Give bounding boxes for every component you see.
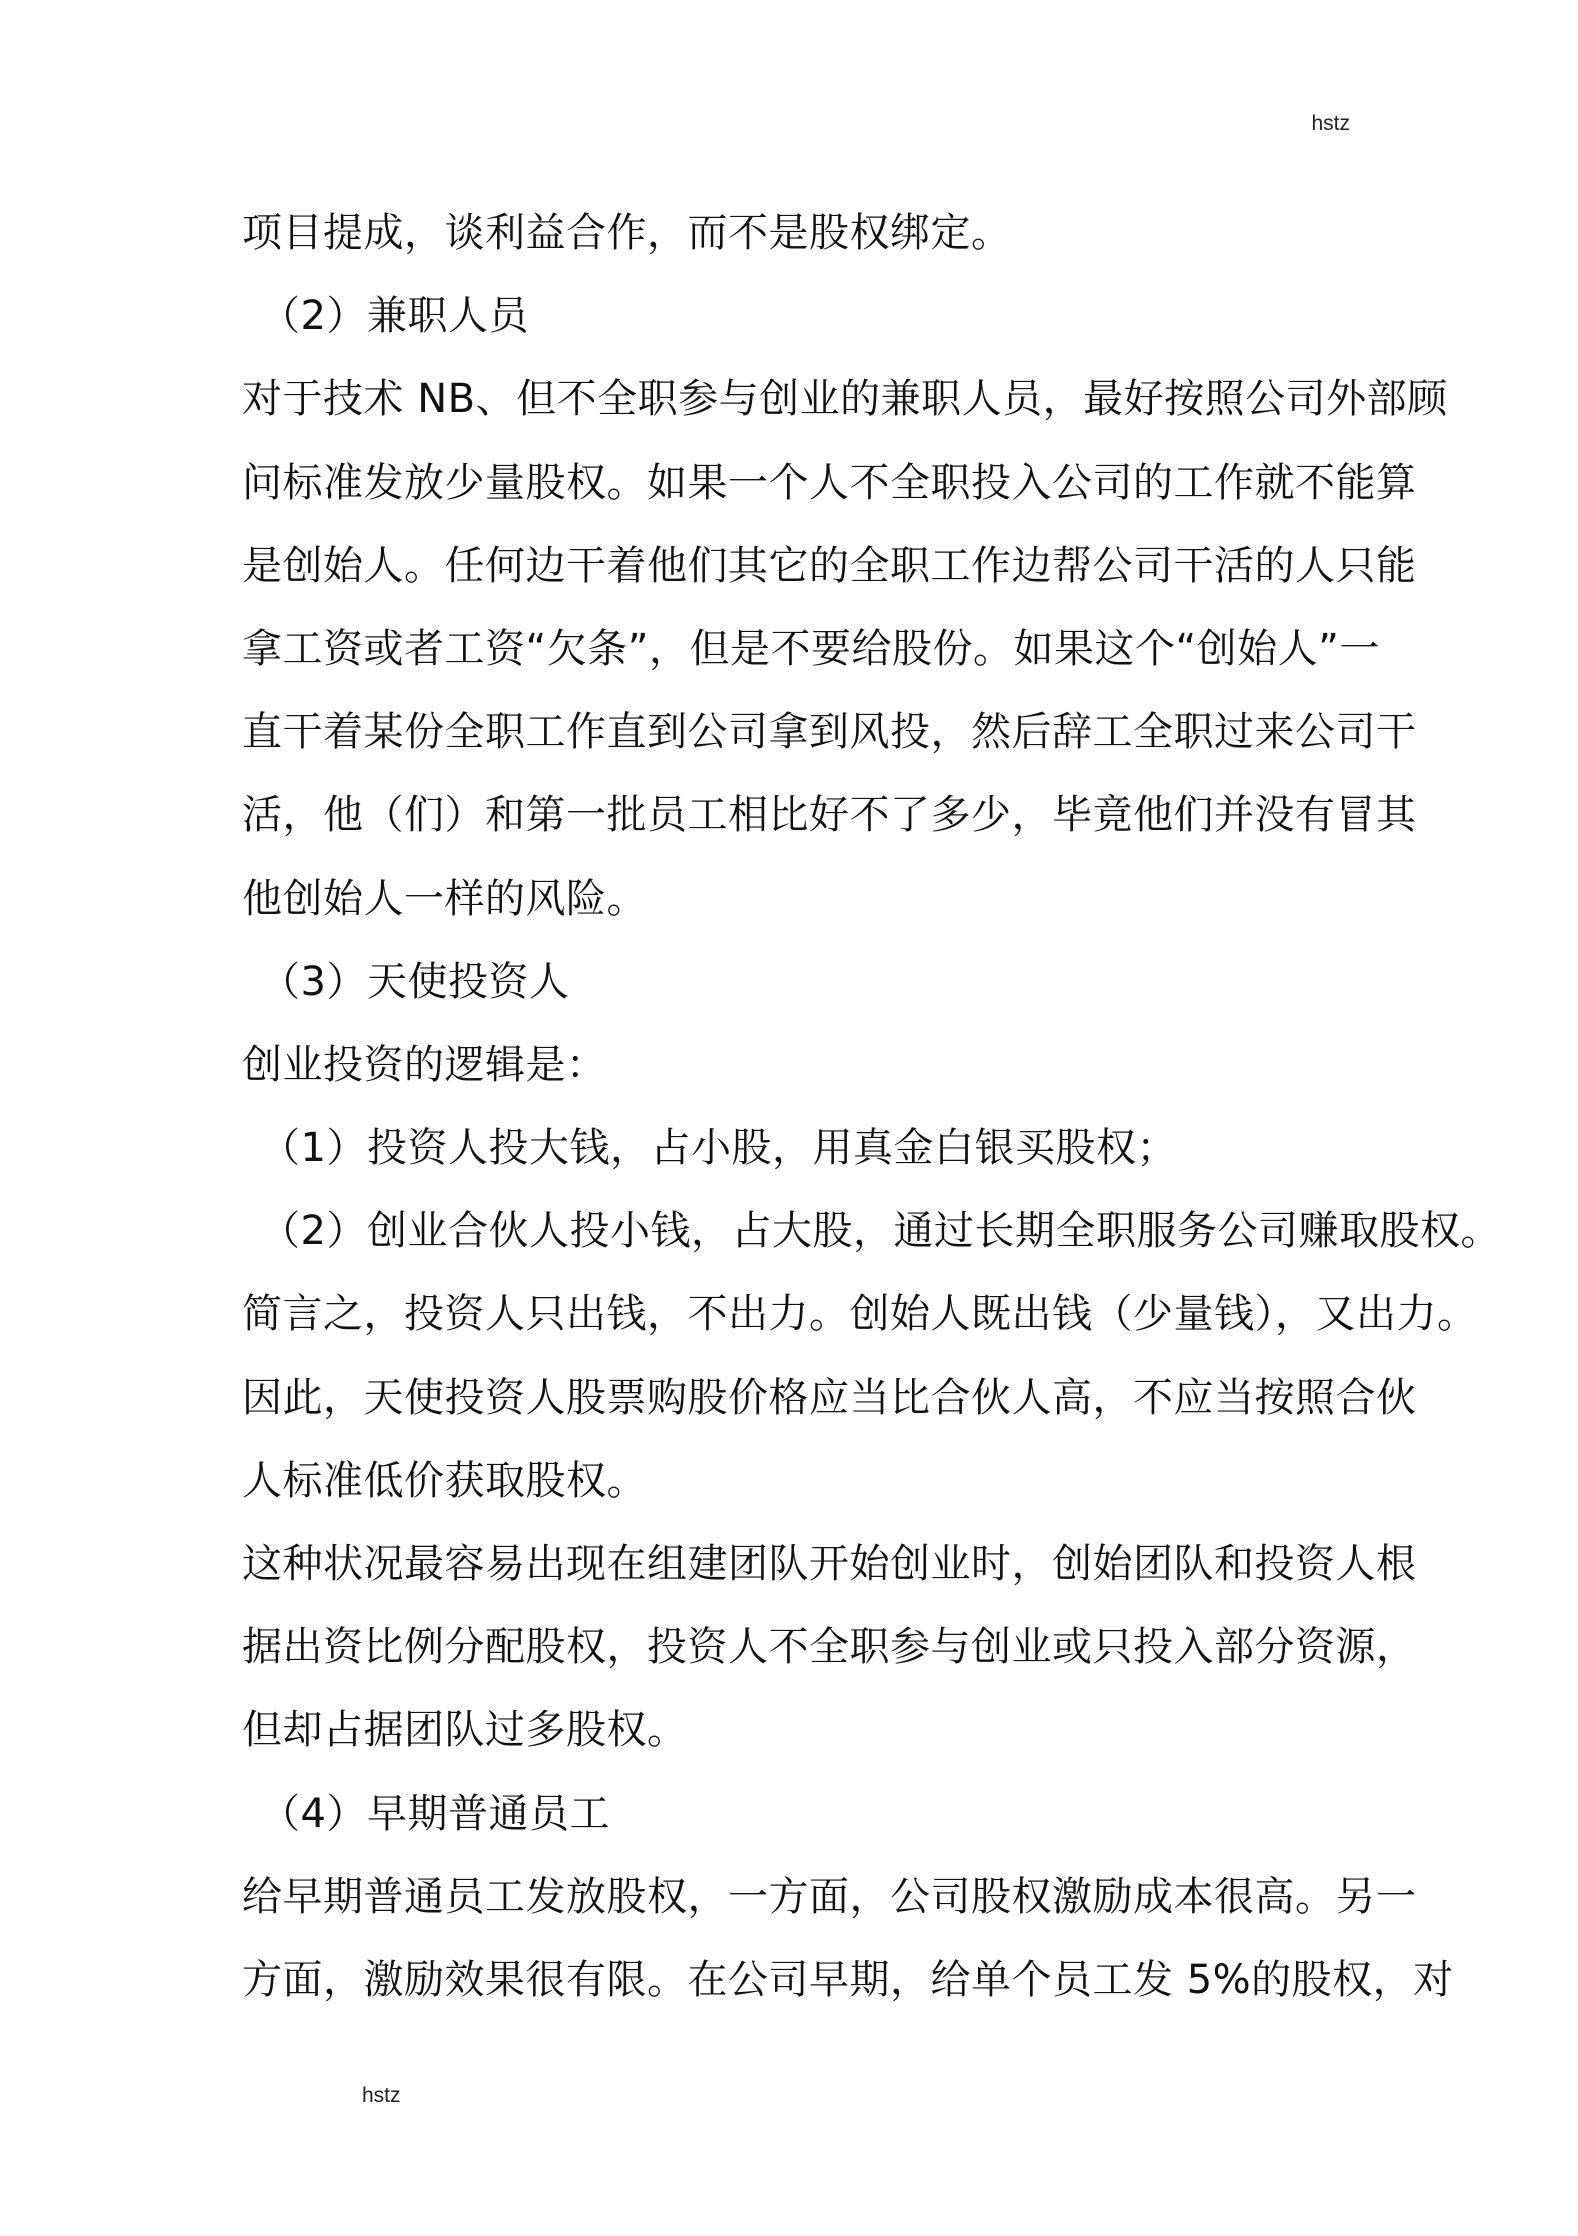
text-line: 因此，天使投资人股票购股价格应当比合伙人高，不应当按照合伙 — [242, 1374, 1417, 1421]
text-line: 但却占据团队过多股权。 — [242, 1707, 688, 1754]
header-watermark: hstz — [1311, 112, 1350, 135]
footer-watermark: hstz — [362, 2084, 401, 2107]
text-line: 他创始人一样的风险。 — [242, 875, 647, 922]
text-line: 据出资比例分配股权，投资人不全职参与创业或只投入部分资源， — [242, 1624, 1417, 1671]
list-item: （2）创业合伙人投小钱，占大股，通过长期全职服务公司赚取股权。 — [260, 1208, 1501, 1255]
section-heading: （4）早期普通员工 — [260, 1790, 610, 1837]
text-line: 人标准低价获取股权。 — [242, 1457, 647, 1504]
text-line: 问标准发放少量股权。如果一个人不全职投入公司的工作就不能算 — [242, 459, 1417, 506]
text-line: 项目提成，谈利益合作，而不是股权绑定。 — [242, 210, 1012, 256]
text-line: 对于技术 NB、但不全职参与创业的兼职人员，最好按照公司外部顾 — [242, 376, 1448, 423]
document-body — [242, 192, 1501, 2022]
text-line: 简言之，投资人只出钱，不出力。创始人既出钱（少量钱），又出力。 — [242, 1291, 1478, 1338]
text-line: 活，他（们）和第一批员工相比好不了多少，毕竟他们并没有冒其 — [242, 792, 1417, 839]
text-line: 直干着某份全职工作直到公司拿到风投，然后辞工全职过来公司干 — [242, 709, 1417, 756]
text-line: 方面，激励效果很有限。在公司早期，给单个员工发 5%的股权，对 — [242, 1956, 1454, 2003]
section-heading: （3）天使投资人 — [260, 958, 570, 1005]
text-line: 拿工资或者工资“欠条”，但是不要给股份。如果这个“创始人”一 — [242, 625, 1380, 672]
list-item: （1）投资人投大钱，占小股，用真金白银买股权； — [260, 1125, 1177, 1172]
text-line: 是创始人。任何边干着他们其它的全职工作边帮公司干活的人只能 — [242, 542, 1417, 589]
text-line: 这种状况最容易出现在组建团队开始创业时，创始团队和投资人根 — [242, 1541, 1417, 1587]
text-line: 给早期普通员工发放股权，一方面，公司股权激励成本很高。另一 — [242, 1873, 1417, 1920]
text-line: 创业投资的逻辑是： — [242, 1041, 607, 1088]
section-heading: （2）兼职人员 — [260, 293, 529, 340]
